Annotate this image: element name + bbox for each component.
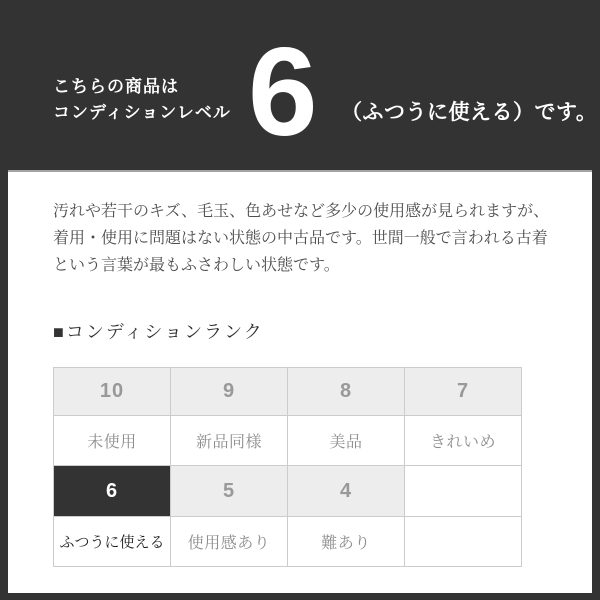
rank-5-cell: 5 bbox=[171, 466, 288, 517]
condition-rank-table bbox=[53, 367, 522, 567]
condition-level-label: （ふつうに使える）です。 bbox=[341, 101, 598, 124]
rank-7-label: きれいめ bbox=[405, 416, 522, 466]
condition-level-number: 6 bbox=[248, 23, 318, 162]
rank-label-row-top bbox=[54, 416, 522, 466]
condition-description: 汚れや若干のキズ、毛玉、色あせなど多少の使用感が見られますが、着用・使用に問題はない状態の中古品です。世間一般で言われる古着という言葉が最もふさわしい状態です。 bbox=[53, 203, 550, 274]
rank-10-cell: 10 bbox=[54, 368, 171, 416]
banner-intro-line1: こちらの商品は bbox=[53, 77, 179, 96]
banner-intro-text bbox=[53, 74, 231, 126]
rank-10-label: 未使用 bbox=[54, 416, 171, 466]
rank-9-cell: 9 bbox=[171, 368, 288, 416]
rank-section-heading: ■コンディションランク bbox=[53, 322, 264, 342]
rank-5-label: 使用感あり bbox=[171, 517, 288, 567]
rank-9-label: 新品同様 bbox=[171, 416, 288, 466]
rank-number-row-top bbox=[54, 368, 522, 416]
rank-empty-label-cell bbox=[405, 517, 522, 567]
condition-banner bbox=[0, 0, 600, 170]
rank-label-row-bottom bbox=[54, 517, 522, 567]
rank-number-row-bottom bbox=[54, 466, 522, 517]
rank-8-label: 美品 bbox=[288, 416, 405, 466]
rank-8-cell: 8 bbox=[288, 368, 405, 416]
rank-6-label-current: ふつうに使える bbox=[54, 517, 171, 567]
content-panel bbox=[8, 170, 592, 593]
rank-7-cell: 7 bbox=[405, 368, 522, 416]
rank-empty-cell bbox=[405, 466, 522, 517]
rank-6-cell-current: 6 bbox=[54, 466, 171, 517]
rank-4-label: 難あり bbox=[288, 517, 405, 567]
banner-intro-line2: コンディションレベル bbox=[53, 103, 231, 122]
rank-4-cell: 4 bbox=[288, 466, 405, 517]
